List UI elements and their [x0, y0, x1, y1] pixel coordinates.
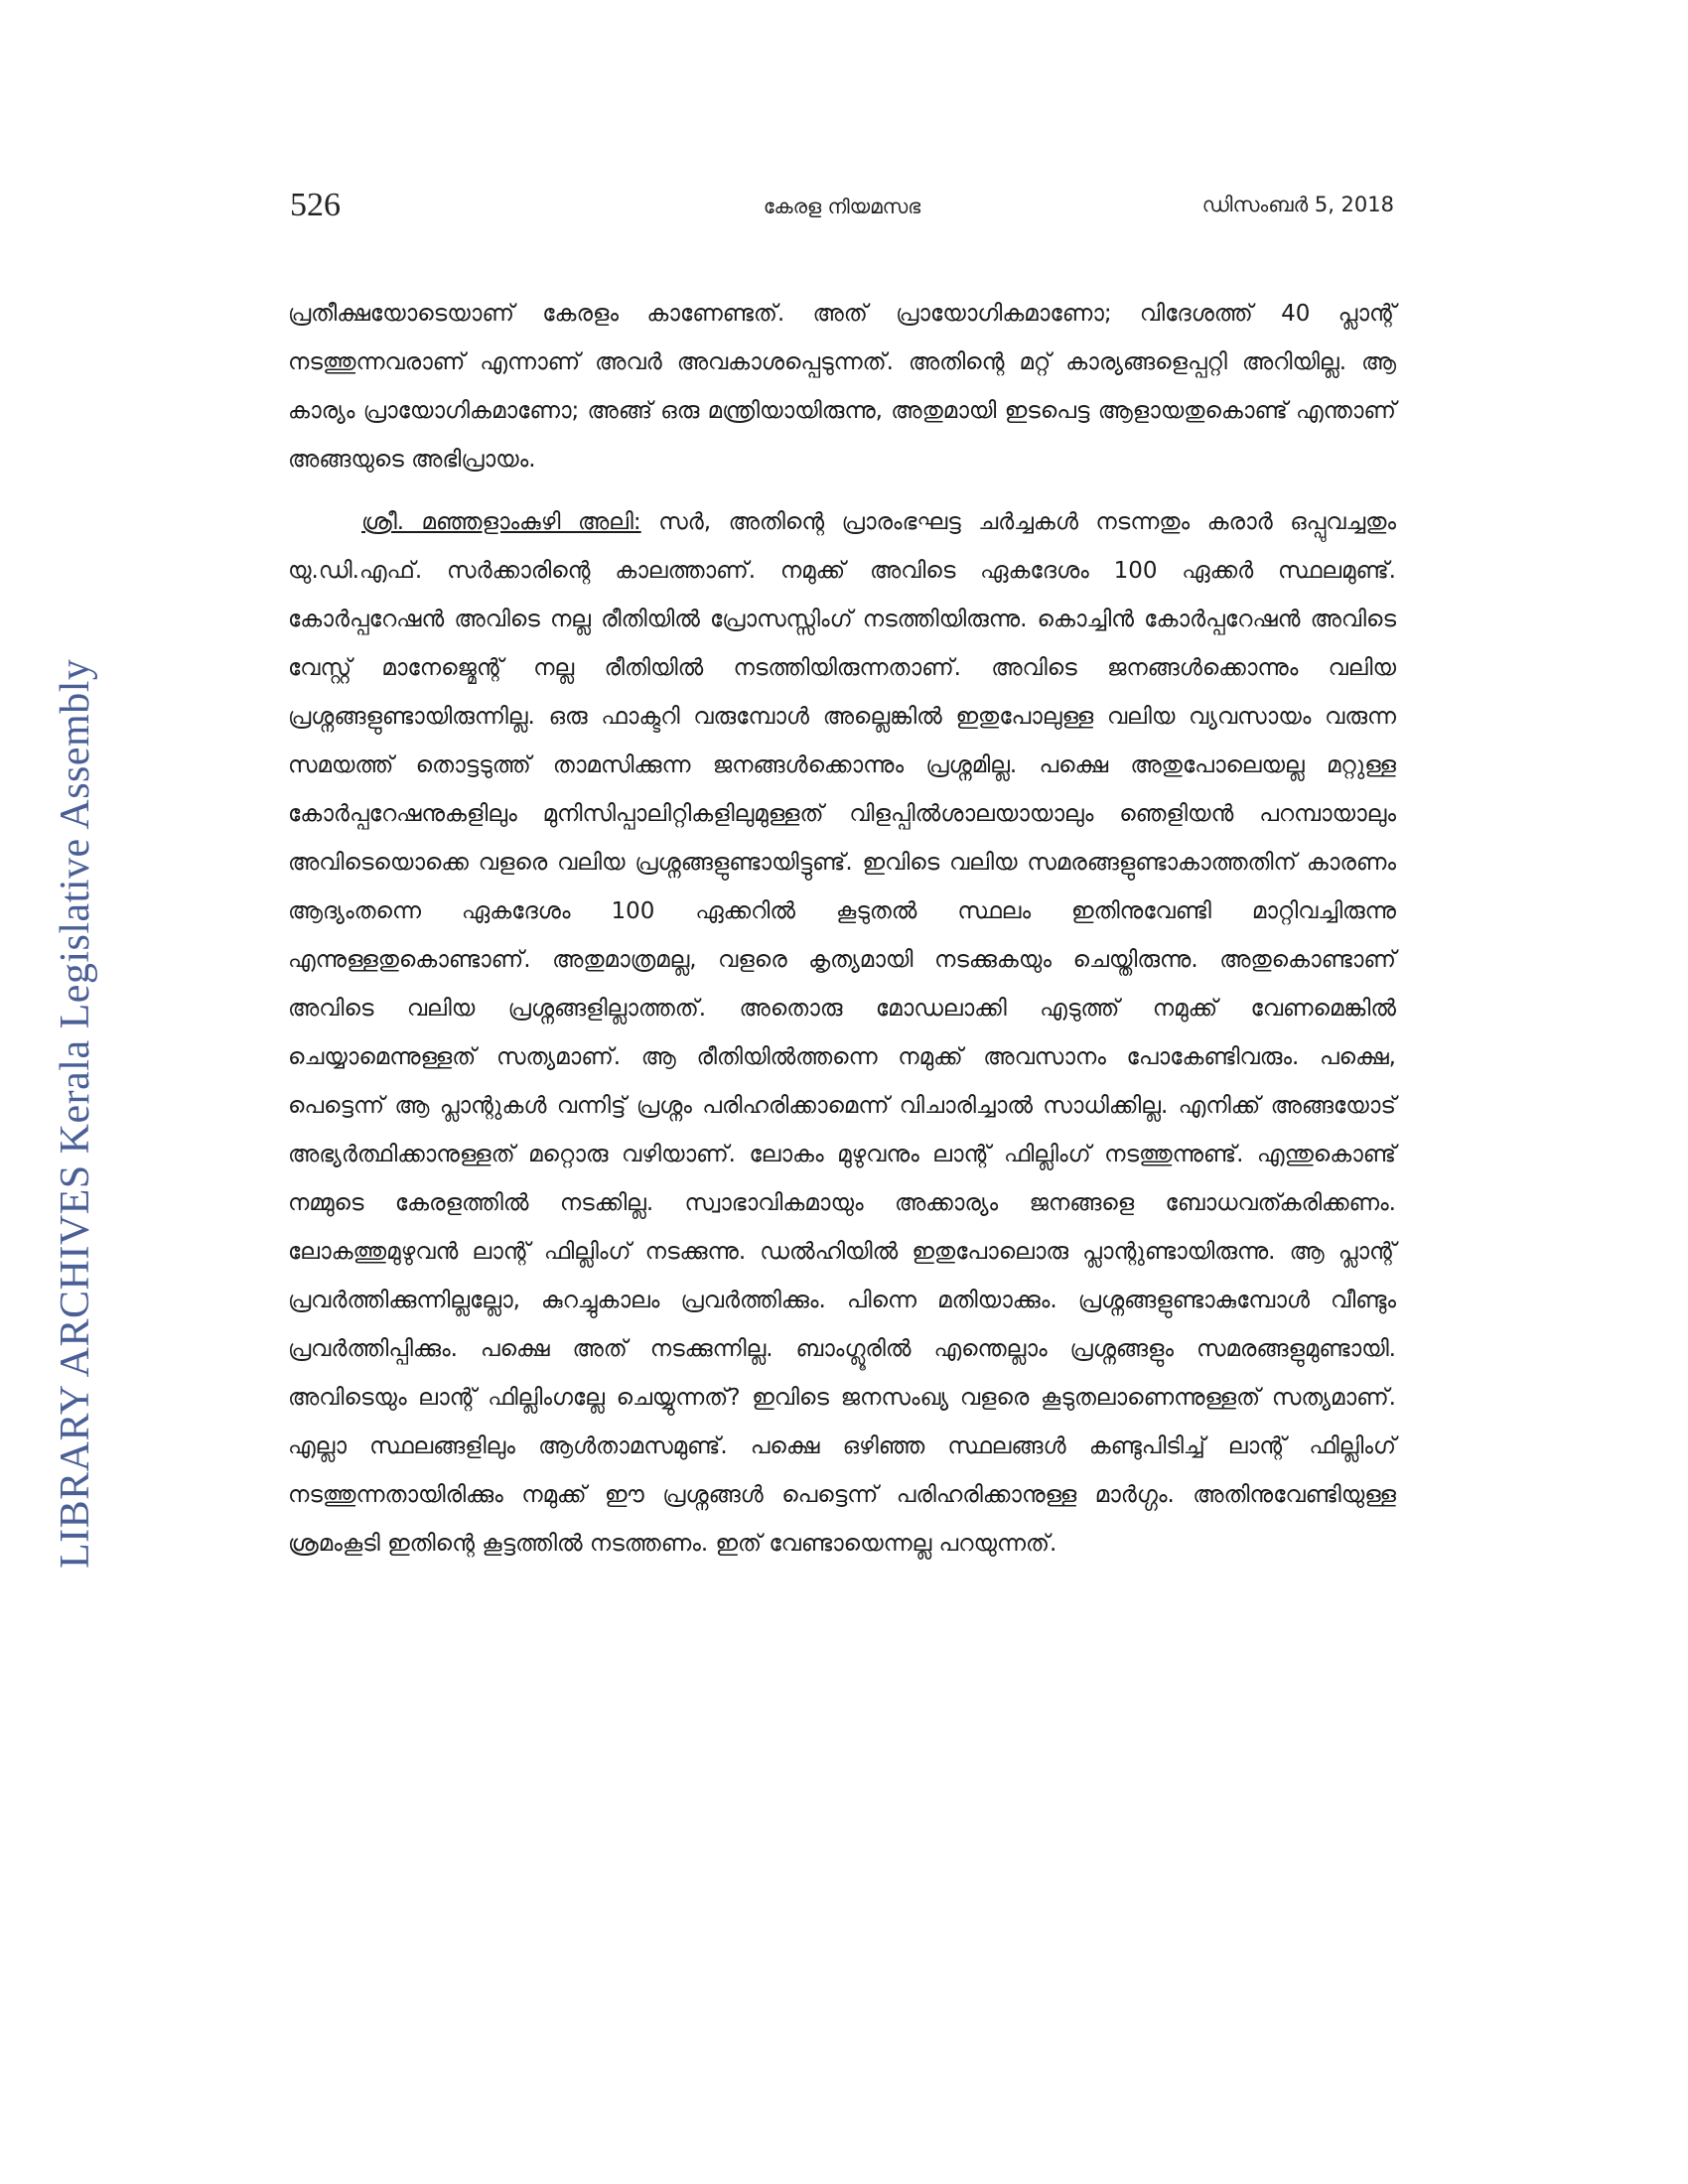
page-header [290, 187, 1394, 236]
session-date: ഡിസംബർ 5, 2018 [1201, 193, 1394, 216]
page-number: 526 [290, 187, 341, 223]
speech-text: സർ, അതിന്റെ പ്രാരംഭഘട്ട ചർച്ചകൾ നടന്നതും കരാർ ഒപ്പുവച്ചതും യു.ഡി.എഫ്. സർക്കാരിന്റെ കാലത്താണ്. നമുക്ക് അവിടെ ഏകദേശം 100 ഏക്കർ സ്ഥലമുണ്ട്. കോർപ്പറേഷൻ അവിടെ നല്ല രീതിയിൽ പ്രോസസ്സിംഗ് നടത്തിയിരുന്നു. കൊച്ചിൻ കോർപ്പറേഷൻ അവിടെ വേസ്റ്റ് മാനേജ്മെന്റ് നല്ല രീതിയിൽ നടത്തിയിരുന്നതാണ്. അവിടെ ജനങ്ങൾക്കൊന്നും വലിയ പ്രശ്നങ്ങളുണ്ടായിരുന്നില്ല. ഒരു ഫാക്ടറി വരുമ്പോൾ അല്ലെങ്കിൽ ഇതുപോലുള്ള വലിയ വ്യവസായം വരുന്ന സമയത്ത് തൊട്ടടുത്ത് താമസിക്കുന്ന ജനങ്ങൾക്കൊന്നും പ്രശ്നമില്ല. പക്ഷെ അതുപോലെയല്ല മറ്റുള്ള കോർപ്പറേഷനുകളിലും മുനിസിപ്പാലിറ്റികളിലുമുള്ളത് വിളപ്പിൽശാലയായാലും ഞെളിയൻ പറമ്പായാലും അവിടെയൊക്കെ വളരെ വലിയ പ്രശ്നങ്ങളുണ്ടായിട്ടുണ്ട്. ഇവിടെ വലിയ സമരങ്ങളുണ്ടാകാത്തതിന് കാരണം ആദ്യംതന്നെ ഏകദേശം 100 ഏക്കറിൽ കൂടുതൽ സ്ഥലം ഇതിനുവേണ്ടി മാറ്റിവച്ചിരുന്നു എന്നുള്ളതുകൊണ്ടാണ്. അതുമാത്രമല്ല, വളരെ കൃത്യമായി നടക്കുകയും ചെയ്തിരുന്നു. അതുകൊണ്ടാണ് അവിടെ വലിയ പ്രശ്നങ്ങളില്ലാത്തത്. അതൊരു മോഡലാക്കി എടുത്ത് നമുക്ക് വേണമെങ്കിൽ ചെയ്യാമെന്നുള്ളത് സത്യമാണ്. ആ രീതിയിൽത്തന്നെ നമുക്ക് അവസാനം പോകേണ്ടിവരും. പക്ഷെ, പെട്ടെന്ന് ആ പ്ലാന്റുകൾ വന്നിട്ട് പ്രശ്നം പരിഹരിക്കാമെന്ന് വിചാരിച്ചാൽ സാധിക്കില്ല. എനിക്ക് അങ്ങയോട് അഭ്യർത്ഥിക്കാനുള്ളത് മറ്റൊരു വഴിയാണ്. ലോകം മുഴുവനും ലാന്റ് ഫില്ലിംഗ് നടത്തുന്നുണ്ട്. എന്തുകൊണ്ട് നമ്മുടെ കേരളത്തിൽ നടക്കില്ല. സ്വാഭാവികമായും അക്കാര്യം ജനങ്ങളെ ബോധവത്കരിക്കണം. ലോകത്തുമുഴുവൻ ലാന്റ് ഫില്ലിംഗ് നടക്കുന്നു. ഡൽഹിയിൽ ഇതുപോലൊരു പ്ലാന്റുണ്ടായിരുന്നു. ആ പ്ലാന്റ് പ്രവർത്തിക്കുന്നില്ലല്ലോ, കുറച്ചുകാലം പ്രവർത്തിക്കും. പിന്നെ മതിയാക്കും. പ്രശ്നങ്ങളുണ്ടാകുമ്പോൾ വീണ്ടും പ്രവർത്തിപ്പിക്കും. പക്ഷെ അത് നടക്കുന്നില്ല. ബാംഗ്ലൂരിൽ എന്തെല്ലാം പ്രശ്നങ്ങളും സമരങ്ങളുമുണ്ടായി. അവിടെയും ലാന്റ് ഫില്ലിംഗല്ലേ ചെയ്യുന്നത്? ഇവിടെ ജനസംഖ്യ വളരെ കൂടുതലാണെന്നുള്ളത് സത്യമാണ്. എല്ലാ സ്ഥലങ്ങളിലും ആൾതാമസമുണ്ട്. പക്ഷെ ഒഴിഞ്ഞ സ്ഥലങ്ങൾ കണ്ടുപിടിച്ച് ലാന്റ് ഫില്ലിംഗ് നടത്തുന്നതായിരിക്കും നമുക്ക് ഈ പ്രശ്നങ്ങൾ പെട്ടെന്ന് പരിഹരിക്കാനുള്ള മാർഗ്ഗം. അതിനുവേണ്ടിയുള്ള ശ്രമംകൂടി ഇതിന്റെ കൂട്ടത്തിൽ നടത്തണം. ഇത് വേണ്ടായെന്നല്ല പറയുന്നത്. [288, 509, 1396, 1557]
speaker-name: ശ്രീ. മഞ്ഞളാംകുഴി അലി: [361, 509, 641, 535]
document-body [288, 290, 1396, 1569]
publication-title: കേരള നിയമസഭ [763, 195, 921, 218]
paragraph-1: പ്രതീക്ഷയോടെയാണ് കേരളം കാണേണ്ടത്. അത് പ്രായോഗികമാണോ; വിദേശത്ത് 40 പ്ലാന്റ് നടത്തുന്നവരാണ് എന്നാണ് അവർ അവകാശപ്പെടുന്നത്. അതിന്റെ മറ്റ് കാര്യങ്ങളെപ്പറ്റി അറിയില്ല. ആ കാര്യം പ്രായോഗികമാണോ; അങ്ങ് ഒരു മന്ത്രിയായിരുന്നു, അതുമായി ഇടപെട്ട ആളായതുകൊണ്ട് എന്താണ് അങ്ങയുടെ അഭിപ്രായം. [288, 301, 1396, 473]
paragraph-2 [288, 498, 1396, 1569]
archive-watermark: LIBRARY ARCHIVES Kerala Legislative Assembly [53, 658, 98, 1569]
